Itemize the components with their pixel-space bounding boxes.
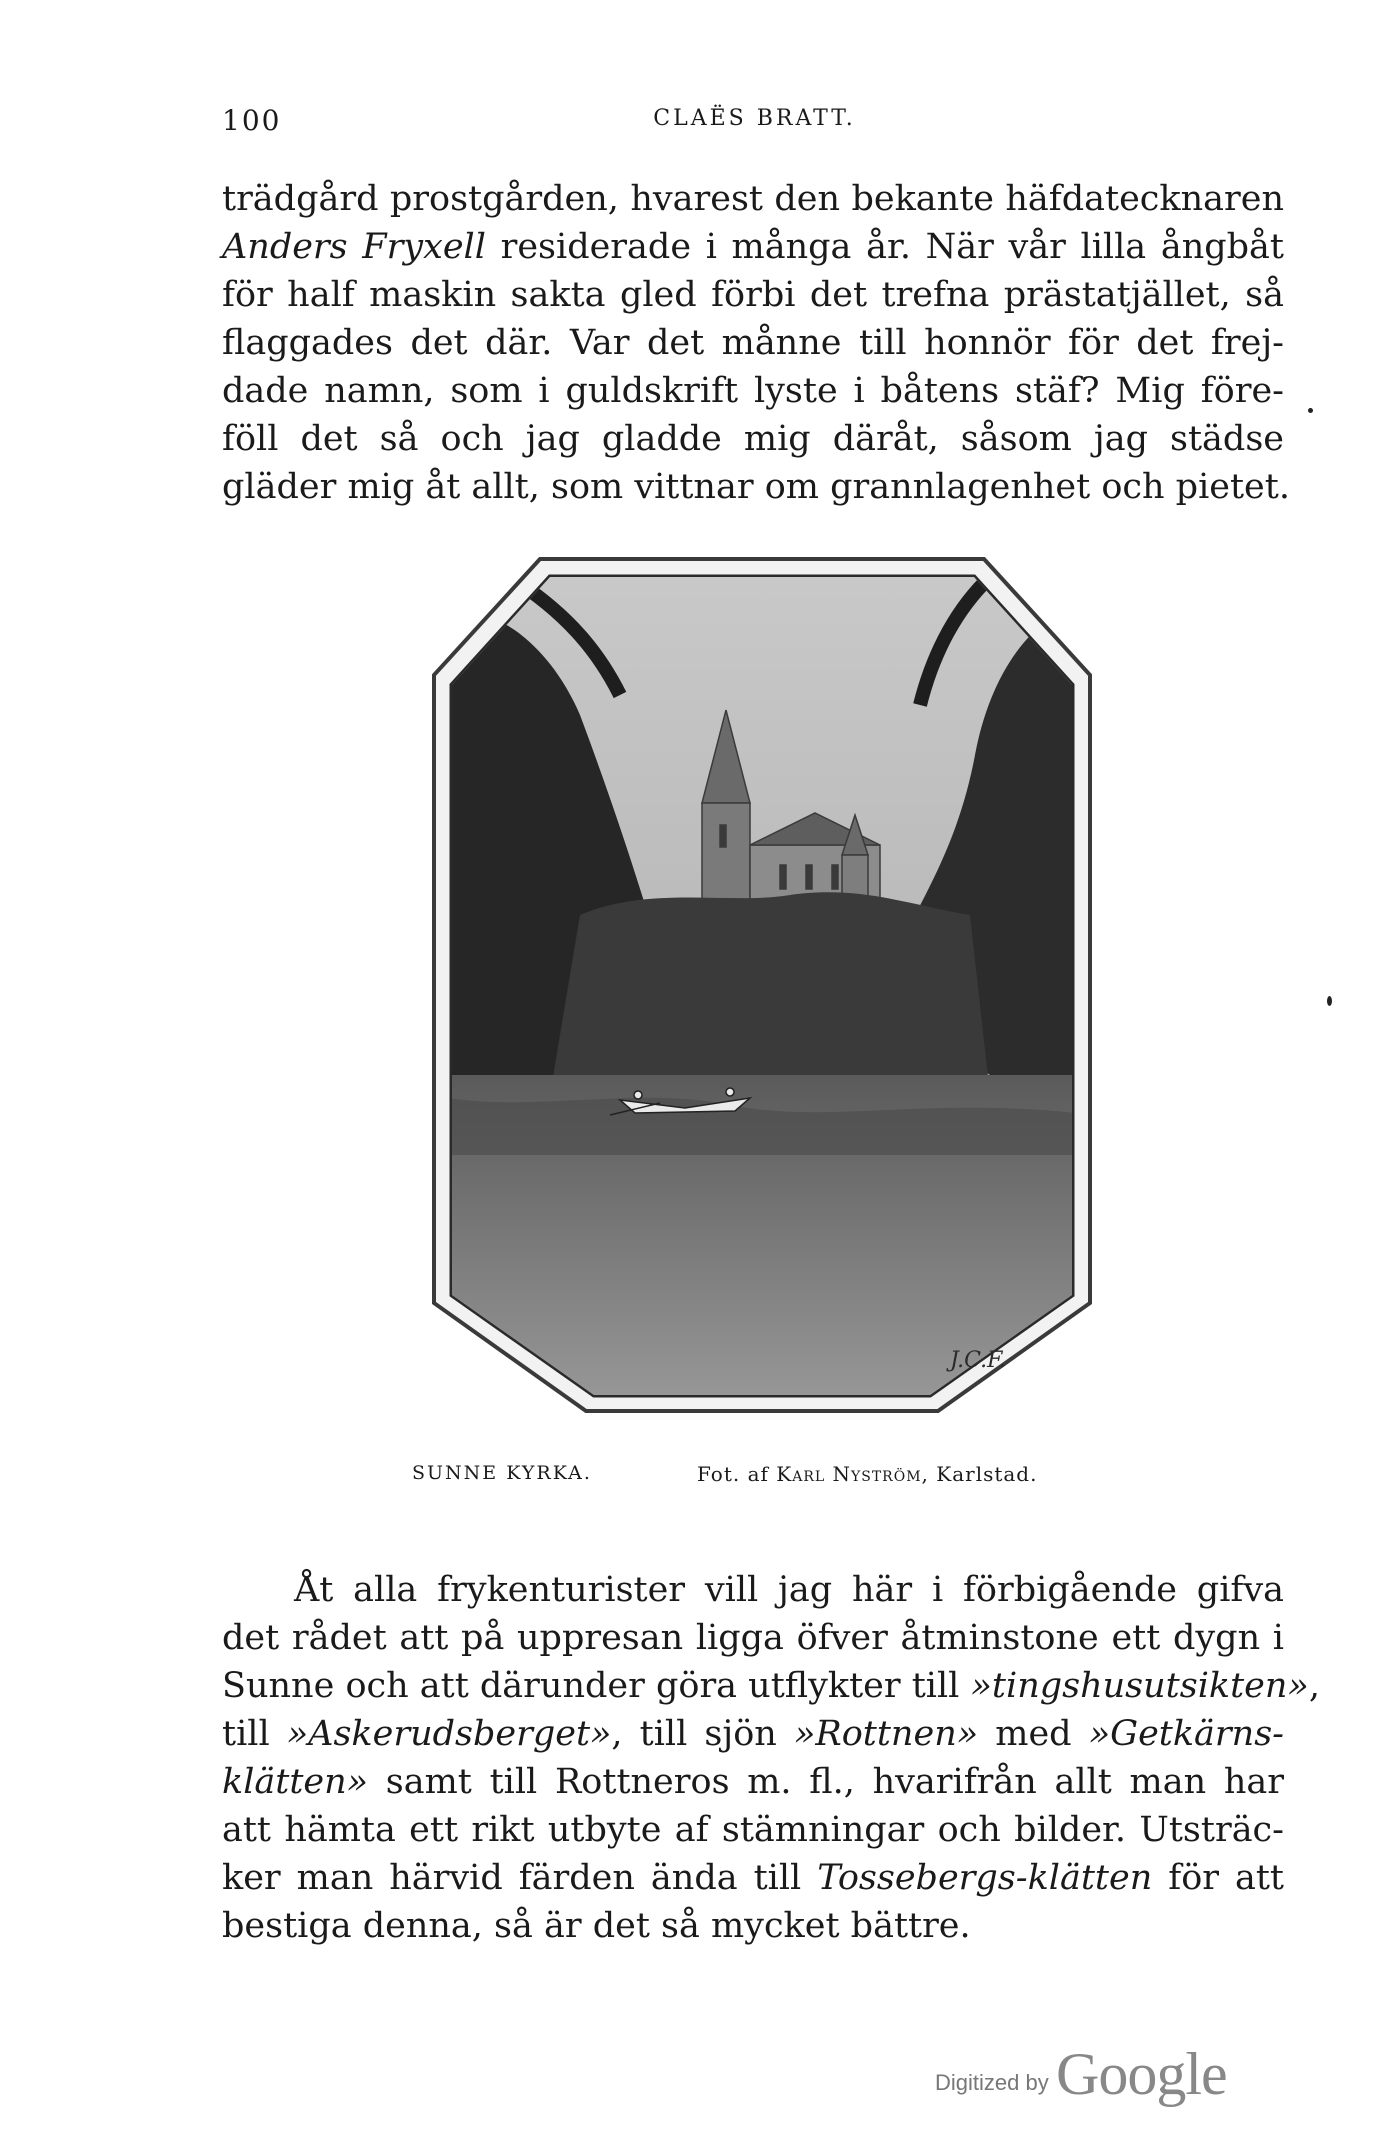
caption-place: , Karlstad. [921, 1462, 1038, 1486]
p1-line-3: för half maskin sakta gled förbi det trefna prästatjället, så [222, 275, 1284, 315]
church-photograph-plate [430, 555, 1094, 1415]
p2-l4-a: till [222, 1714, 287, 1754]
p2-line-4 [222, 1710, 1284, 1758]
caption-fot: Fot. af [697, 1462, 769, 1486]
p2-line-5 [222, 1758, 1284, 1806]
p2-l4-italic-1: »Askerudsberget» [286, 1714, 612, 1754]
print-speck [1327, 996, 1332, 1006]
p2-l3-italic: »tingshusutsikten» [970, 1666, 1309, 1706]
paragraph-1 [222, 175, 1290, 511]
google-logo: Google [1056, 2041, 1227, 2107]
running-head-title: CLAËS BRATT. [653, 106, 856, 131]
p2-line-7 [222, 1854, 1284, 1902]
caption-credit [697, 1462, 1037, 1486]
digitized-by-label: Digitized by [935, 2070, 1049, 2095]
italic-name: Anders Fryxell [222, 227, 486, 267]
p2-l3-a: Sunne och att därunder göra utflykter till [222, 1666, 971, 1706]
caption-photographer: Karl Nyström [776, 1462, 922, 1486]
p2-l7-a: ker man härvid färden ända till [222, 1858, 818, 1898]
caption-title: SUNNE KYRKA. [412, 1462, 592, 1484]
p1-line-7: gläder mig åt allt, som vittnar om grannlagenhet och pietet. [222, 467, 1290, 507]
photo-scene [430, 555, 1094, 1415]
trees-midground [550, 892, 990, 1095]
page-number: 100 [222, 104, 282, 137]
p1-line-2-text: residerade i många år. När vår lilla ångbåt [500, 227, 1284, 267]
p2-l5-italic: klätten» [222, 1762, 369, 1802]
print-speck [1308, 408, 1313, 413]
p2-l5-b: samt till Rottneros m. fl., hvarifrån allt man har [368, 1762, 1284, 1802]
p2-l3-b: , [1308, 1666, 1320, 1706]
p2-line-1: Åt alla frykenturister vill jag här i förbigående gifva [294, 1570, 1284, 1610]
p2-line-8: bestiga denna, så är det så mycket bättre. [222, 1906, 971, 1946]
paragraph-2 [222, 1566, 1320, 1950]
p2-l7-italic: Tossebergs-klätten [817, 1858, 1153, 1898]
p2-line-3 [222, 1662, 1320, 1710]
p1-line-1: trädgård prostgården, hvarest den bekante häfdatecknaren [222, 179, 1284, 219]
p2-line-2: det rådet att på uppresan ligga öfver åtminstone ett dygn i [222, 1618, 1284, 1658]
artist-signature: J.C.F. [950, 1348, 1006, 1373]
p2-line-6: att hämta ett rikt utbyte af stämningar och bilder. Utsträc- [222, 1810, 1284, 1850]
p2-l7-b: för att [1152, 1858, 1284, 1898]
p2-l4-italic-2: »Rottnen» [793, 1714, 979, 1754]
p1-line-4: flaggades det där. Var det månne till honnör för det frej- [222, 323, 1284, 363]
p2-l4-italic-3: »Getkärns- [1088, 1714, 1284, 1754]
running-header [222, 104, 1287, 144]
p1-line-2 [222, 223, 1284, 271]
p1-line-6: föll det så och jag gladde mig däråt, såsom jag städse [222, 419, 1284, 459]
p2-l4-c: med [978, 1714, 1089, 1754]
p2-l4-b: , till sjön [611, 1714, 794, 1754]
p1-line-5: dade namn, som i guldskrift lyste i båtens stäf? Mig före- [222, 371, 1284, 411]
